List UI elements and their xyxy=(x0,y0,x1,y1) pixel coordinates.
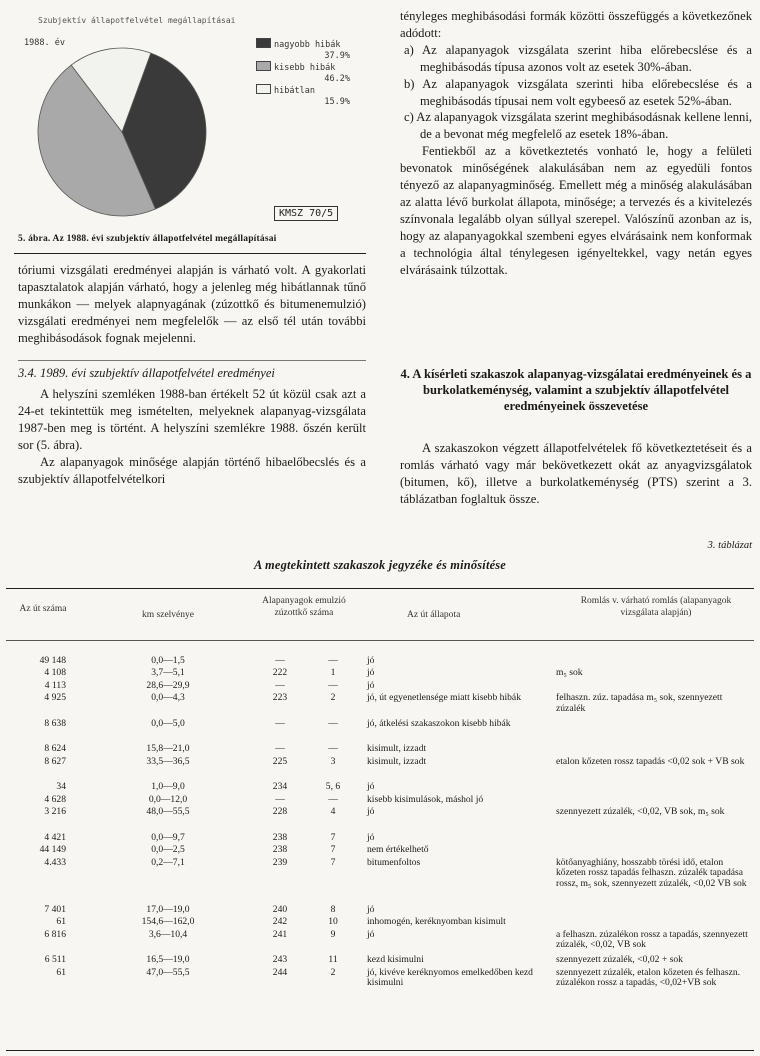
row-state: kisimult, izzadt xyxy=(367,743,427,755)
row-km: 16,5—19,0 xyxy=(146,954,190,966)
row-km: 0,0—9,7 xyxy=(151,831,185,843)
row-aggregate: 2 xyxy=(330,966,336,978)
row-note: m₅ sok xyxy=(556,667,583,679)
row-km: 0,0—5,0 xyxy=(151,717,185,729)
figure-caption: 5. ábra. Az 1988. évi szubjektív állapotfelvétel megállapításai xyxy=(18,234,277,244)
row-emulsion: 238 xyxy=(272,831,288,843)
row-state: jó xyxy=(367,928,375,940)
row-emulsion: — xyxy=(275,717,285,729)
header-id: Az út száma xyxy=(19,604,67,614)
row-id: 61 xyxy=(56,916,66,928)
row-id: 8 624 xyxy=(44,743,66,755)
row-note: a felhaszn. zúzalékon rossz a tapadás, szennyezett zúzalék, <0,02, VB sok xyxy=(556,928,748,951)
row-state: jó, átkelési szakaszokon kisebb hibák xyxy=(367,717,511,729)
row-id: 34 xyxy=(56,781,66,793)
paragraph: Az alapanyagok minősége alapján történő hibaelőbecslés és a szubjektív állapotfelvételkori xyxy=(18,454,366,486)
row-id: 49 148 xyxy=(39,655,66,666)
row-emulsion: 240 xyxy=(272,903,288,915)
row-aggregate: 8 xyxy=(330,903,336,915)
row-km: 3,7—5,1 xyxy=(151,667,185,679)
row-emulsion: 223 xyxy=(272,692,288,704)
row-note: kötőanyaghiány, hosszabb törési idő, etalon kőzeten rossz tapadás felhaszn. zúzalék tapadása rossz, m₅ sok, szennyezett zúzalék, <0,02 VB sok xyxy=(556,856,747,890)
row-aggregate: — xyxy=(328,743,338,755)
left-column xyxy=(18,262,366,347)
legend-swatch-icon xyxy=(256,84,271,94)
caption-divider xyxy=(14,253,366,254)
row-aggregate: — xyxy=(328,717,338,729)
row-km: 0,0—1,5 xyxy=(151,655,185,666)
row-id: 6 511 xyxy=(44,954,66,966)
header-materials: Alapanyagok emulzió zúzottkő száma xyxy=(262,596,346,618)
row-id: 4.433 xyxy=(44,856,66,868)
row-km: 0,0—4,3 xyxy=(151,692,185,704)
header-state: Az út állapota xyxy=(407,610,461,620)
pie-legend xyxy=(256,38,356,107)
row-aggregate: 10 xyxy=(328,916,338,928)
row-state: kisebb kisimulások, máshol jó xyxy=(367,793,484,805)
right-column xyxy=(400,8,752,279)
row-note: szennyezett zúzalék, etalon kőzeten és felhaszn. zúzalékon rossz a tapadás, <0,02+VB sok xyxy=(556,966,741,989)
row-emulsion: 238 xyxy=(272,844,288,856)
row-id: 44 149 xyxy=(39,844,66,856)
list-item: b) Az alapanyagok vizsgálata szerinti hiba előrebecslése és a meghibásodás típusai nem volt egybeeső az esetek 52%-ában. xyxy=(404,76,752,108)
row-state: jó xyxy=(367,679,375,691)
table-top-rule xyxy=(6,588,754,589)
figure-title: Szubjektív állapotfelvétel megállapításai xyxy=(38,16,236,25)
row-state: jó xyxy=(367,781,375,793)
paragraph: tóriumi vizsgálati eredményei alapján is várható volt. A gyakorlati tapasztalatok alapján várható, hogy a jelenleg még hibátlannak tűnő munkákon — melyek alapnyagának (zúzottkő és bitumenemulzió) vizsgálati eredményei nem megfelelők — az első tél után további meghibásodások fognak mejelenni. xyxy=(18,263,366,345)
row-aggregate: — xyxy=(328,793,338,805)
legend-entry: nagyobb hibák xyxy=(256,38,356,51)
row-state: jó xyxy=(367,655,375,666)
row-emulsion: 241 xyxy=(272,928,288,940)
row-aggregate: — xyxy=(328,655,338,666)
row-emulsion: — xyxy=(275,793,285,805)
row-emulsion: 239 xyxy=(272,856,288,868)
row-emulsion: 243 xyxy=(272,954,288,966)
table-header-rule xyxy=(6,640,754,641)
row-km: 33,5—36,5 xyxy=(146,755,190,767)
row-emulsion: 228 xyxy=(272,806,288,818)
row-aggregate: 7 xyxy=(330,856,336,868)
row-km: 3,6—10,4 xyxy=(148,928,188,940)
legend-value: 15.9% xyxy=(324,96,350,107)
row-note: szennyezett zúzalék, <0,02 + sok xyxy=(556,954,683,966)
row-km: 17,0—19,0 xyxy=(146,903,190,915)
table-reference: 3. táblázat xyxy=(707,540,752,551)
legend-entry: kisebb hibák xyxy=(256,61,356,74)
row-km: 28,6—29,9 xyxy=(146,679,190,691)
header-note: Romlás v. várható romlás (alapanyagok vizsgálata alapján) xyxy=(580,596,732,618)
figure-stamp: KMSZ 70/5 xyxy=(274,206,338,221)
row-aggregate: 1 xyxy=(330,667,336,679)
row-id: 6 816 xyxy=(44,928,66,940)
row-state: jó xyxy=(367,831,375,843)
row-id: 8 627 xyxy=(44,755,66,767)
row-km: 48,0—55,5 xyxy=(146,806,190,818)
paragraph: Fentiekből az a következtetés vonható le, hogy a felületi bevonatok minőségének alakulásában nem az egyedüli fontos tényező az alapanyagminőség. Emellett még a minőség alakulásában az alatta lévő burkolat állapota, minősége; a tervezés és a kivitelezés színvonala legalább olyan súllyal szerepel. Valószínű azonban az is, hogy az alapanyagokkal szembeni egyes elvárásaink nem konformak a technológia által ténylegesen igényeltekkel, vagy netán egyes elvárásaink túlzottak. xyxy=(400,144,752,277)
left-column-2 xyxy=(18,386,366,487)
row-emulsion: 222 xyxy=(272,667,288,679)
section-divider xyxy=(18,360,366,361)
row-state: kisimult, izzadt xyxy=(367,755,427,767)
row-emulsion: — xyxy=(275,679,285,691)
row-state: jó, út egyenetlensége miatt kisebb hibák xyxy=(367,692,521,704)
section-heading-4: 4. A kísérleti szakaszok alapanyag-vizsgálatai eredményeinek és a burkolatkeménység, valamint a szubjektív állapotfelvétel eredményeinek összevetése xyxy=(400,367,752,414)
row-km: 0,2—7,1 xyxy=(151,856,185,868)
row-aggregate: 9 xyxy=(330,928,336,940)
row-emulsion: 244 xyxy=(272,966,288,978)
figure-5 xyxy=(10,8,362,226)
row-emulsion: — xyxy=(275,743,285,755)
row-id: 4 925 xyxy=(44,692,66,704)
legend-entry: hibátlan xyxy=(256,84,356,97)
row-aggregate: 11 xyxy=(328,954,338,966)
row-state: jó xyxy=(367,806,375,818)
legend-value: 37.9% xyxy=(324,50,350,61)
legend-swatch-icon xyxy=(256,38,271,48)
list-item: c) Az alapanyagok vizsgálata szerint meghibásodásnak kellene lenni, de a bevonat még megfelelő az esetek 18%-ában. xyxy=(404,110,752,142)
row-id: 4 113 xyxy=(44,679,66,691)
row-aggregate: 7 xyxy=(330,844,336,856)
table-bottom-rule xyxy=(6,1050,754,1051)
row-state: jó xyxy=(367,903,375,915)
row-state: inhomogén, keréknyomban kisimult xyxy=(367,916,506,928)
row-state: jó, kivéve keréknyomos emelkedőben kezd kisimulni xyxy=(367,966,533,989)
row-km: 0,0—12,0 xyxy=(148,793,188,805)
row-aggregate: — xyxy=(328,679,338,691)
row-state: nem értékelhető xyxy=(367,844,429,856)
row-km: 47,0—55,5 xyxy=(146,966,190,978)
row-aggregate: 5, 6 xyxy=(325,781,341,793)
row-id: 7 401 xyxy=(44,903,66,915)
header-km: km szelvénye xyxy=(142,610,194,620)
row-id: 3 216 xyxy=(44,806,66,818)
row-km: 154,6—162,0 xyxy=(141,916,195,928)
row-state: bitumenfoltos xyxy=(367,856,421,868)
table-title: A megtekintett szakaszok jegyzéke és minősítése xyxy=(253,558,507,572)
row-aggregate: 2 xyxy=(330,692,336,704)
list-item: a) Az alapanyagok vizsgálata szerint hiba előrebecslése és a meghibásodás típusa azonos volt az esetek 30%-ában. xyxy=(404,42,752,74)
row-id: 4 628 xyxy=(44,793,66,805)
row-aggregate: 3 xyxy=(330,755,336,767)
row-emulsion: 242 xyxy=(272,916,288,928)
row-emulsion: — xyxy=(275,655,285,666)
legend-swatch-icon xyxy=(256,61,271,71)
row-km: 15,8—21,0 xyxy=(146,743,190,755)
table-body xyxy=(0,656,760,1051)
paragraph: tényleges meghibásodási formák közötti összefüggés a következőnek adódott: xyxy=(400,9,752,40)
row-emulsion: 225 xyxy=(272,755,288,767)
row-id: 4 108 xyxy=(44,667,66,679)
right-column-2 xyxy=(400,440,752,508)
row-state: kezd kisimulni xyxy=(367,954,424,966)
paragraph: A szakaszokon végzett állapotfelvételek fő következtetéseit és a romlás várható vagy már bekövetkezett okát az anyagvizsgálatok (bitumen, kő), illetve a burkolatkeménység (PTS) szerint a 3. táblázatban foglaltuk össze. xyxy=(400,441,752,506)
row-aggregate: 4 xyxy=(330,806,336,818)
section-heading-3-4: 3.4. 1989. évi szubjektív állapotfelvétel eredményei xyxy=(18,366,275,380)
row-id: 8 638 xyxy=(44,717,66,729)
row-id: 4 421 xyxy=(44,831,66,843)
row-km: 0,0—2,5 xyxy=(151,844,185,856)
row-emulsion: 234 xyxy=(272,781,288,793)
row-km: 1,0—9,0 xyxy=(151,781,185,793)
row-id: 61 xyxy=(56,966,66,978)
row-state: jó xyxy=(367,667,375,679)
legend-value: 46.2% xyxy=(324,73,350,84)
figure-year-label: 1988. év xyxy=(24,38,65,48)
row-note: etalon kőzeten rossz tapadás <0,02 sok + VB sok xyxy=(556,755,745,767)
row-aggregate: 7 xyxy=(330,831,336,843)
row-note: felhaszn. zúz. tapadása m₅ sok, szennyezett zúzalék xyxy=(556,692,723,714)
row-note: szennyezett zúzalék, <0,02, VB sok, m₅ sok xyxy=(556,806,725,818)
paragraph: A helyszíni szemléken 1988-ban értékelt 52 út közül csak azt a 24-et tekintettük meg ismételten, melyeknek alapanyag-vizsgálata 1987-ben meg is történt. A helyszíni szemlékre 1988. őszén került sor (5. ábra). xyxy=(18,387,366,452)
